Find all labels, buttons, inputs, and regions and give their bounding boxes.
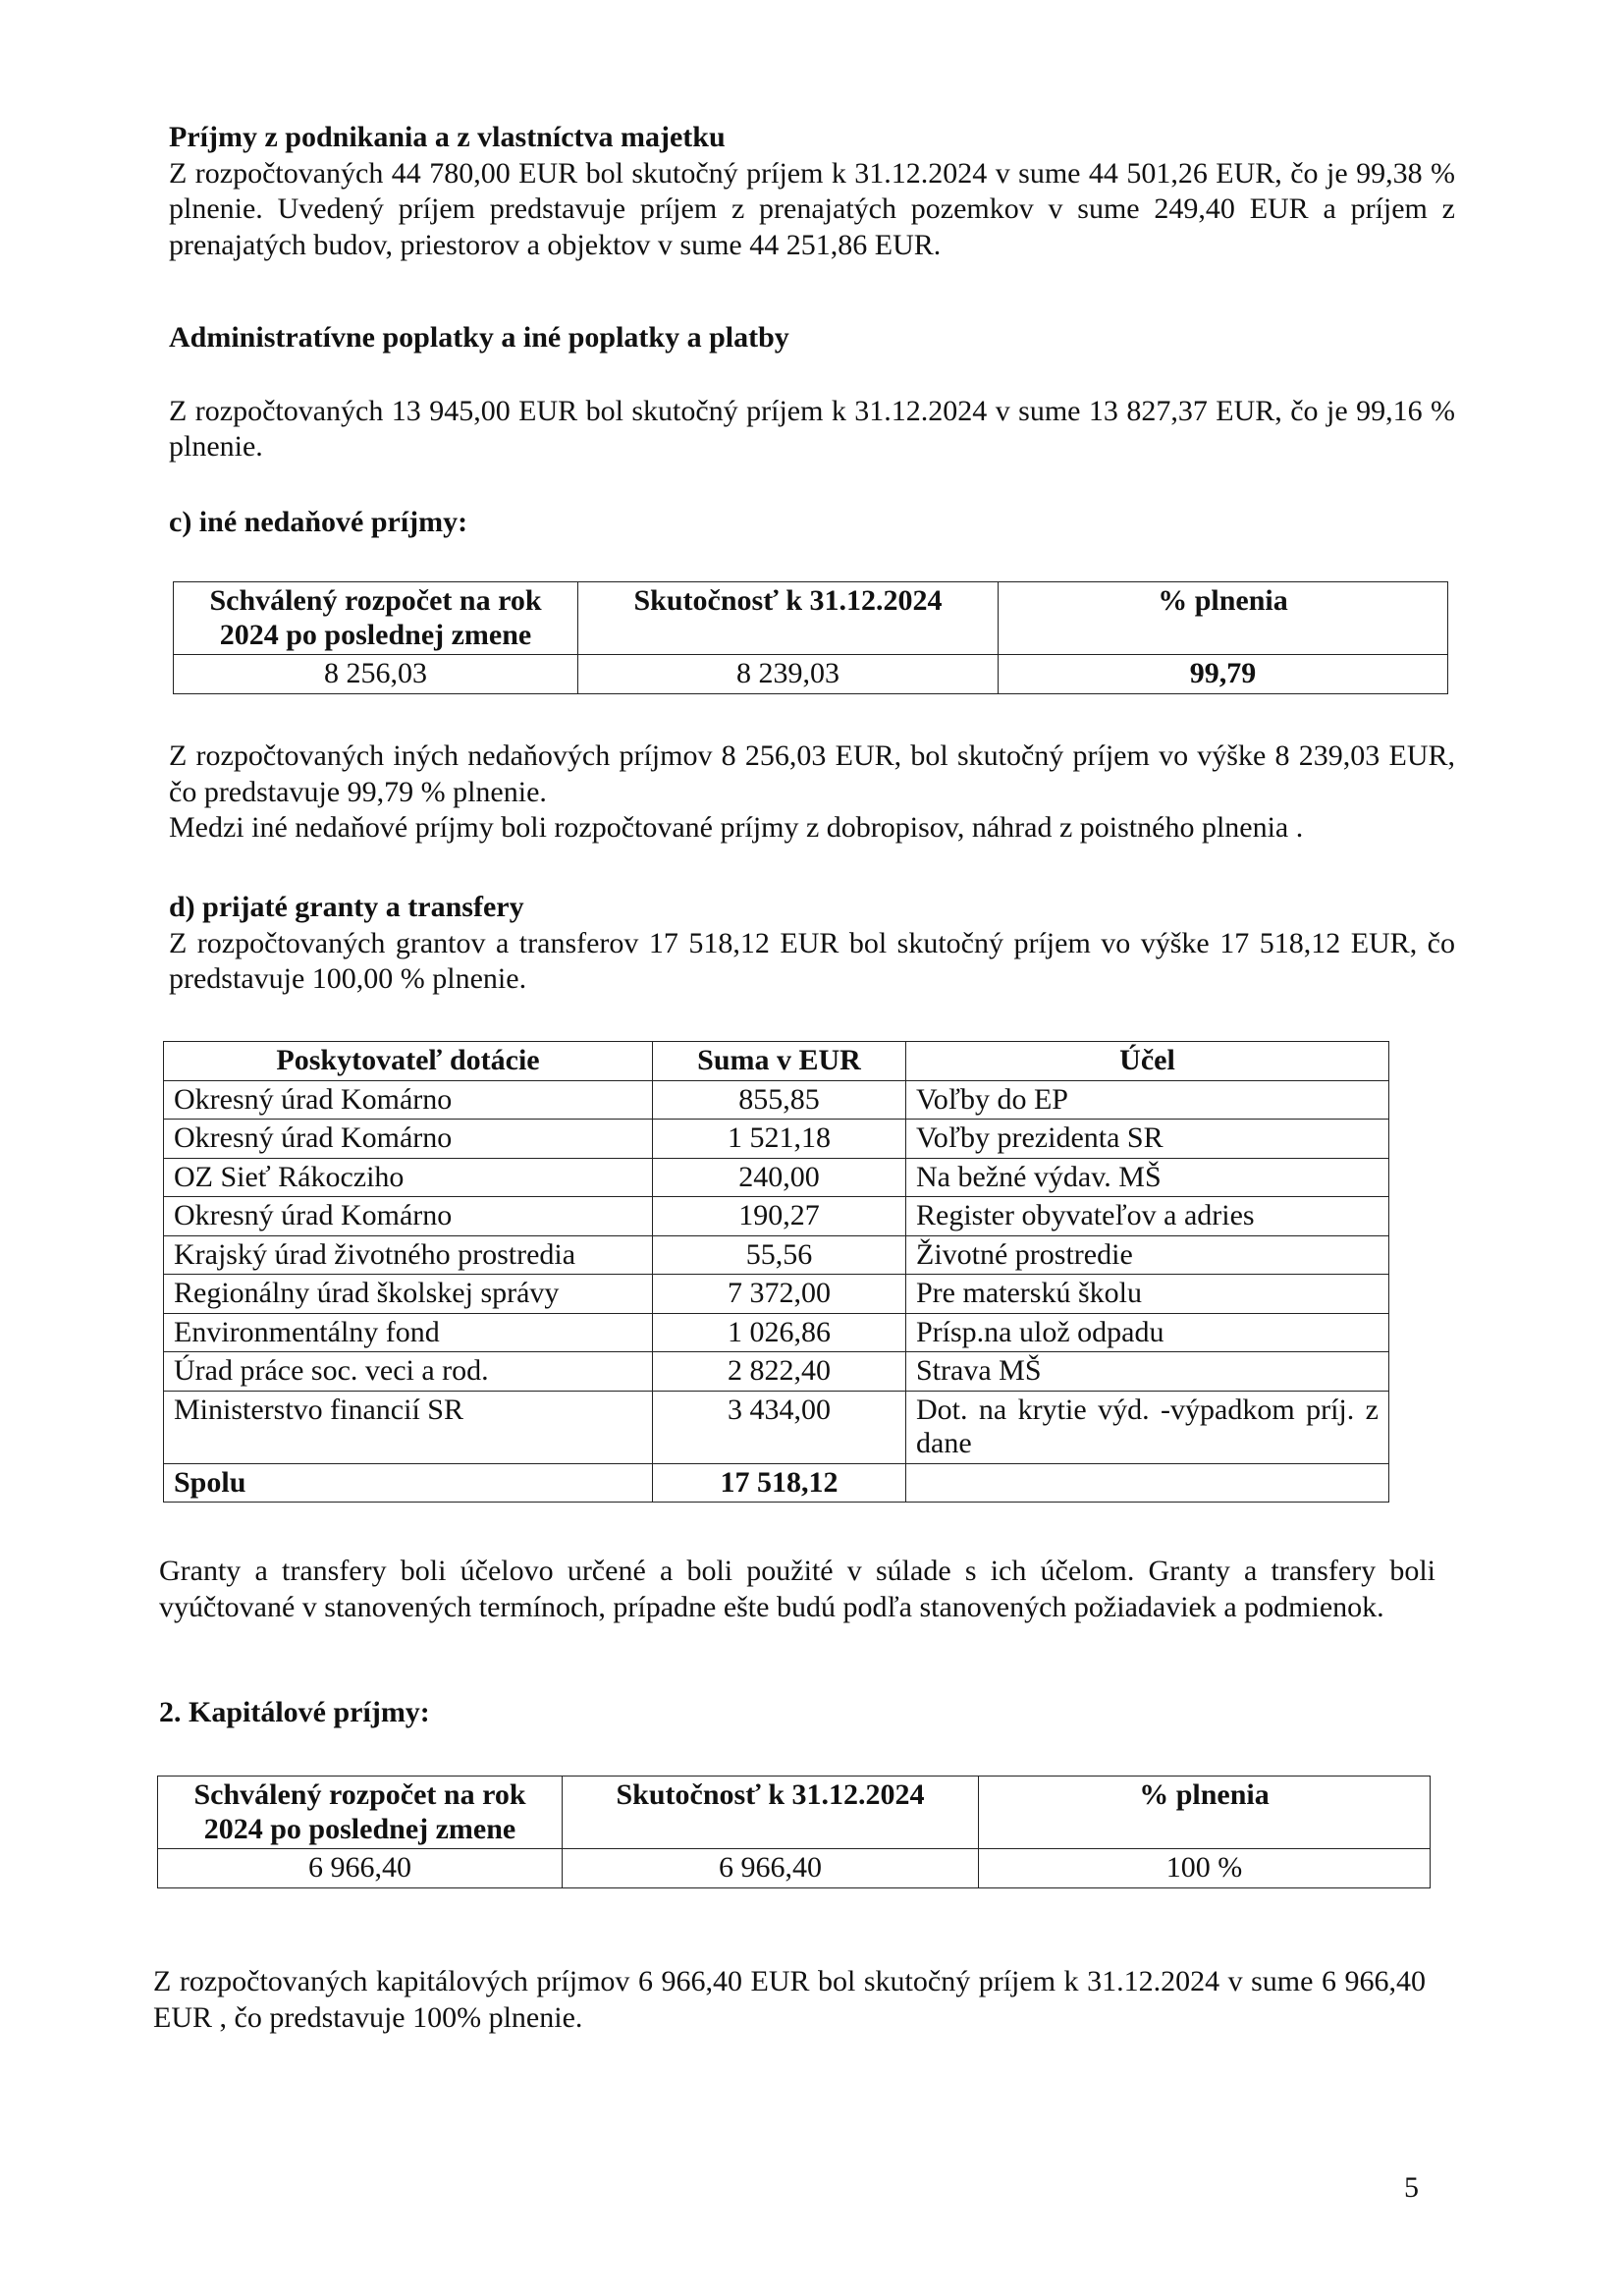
- table-cell: Okresný úrad Komárno: [164, 1197, 653, 1236]
- table-cell: Register obyvateľov a adries: [906, 1197, 1389, 1236]
- paragraph: Z rozpočtovaných iných nedaňových príjmov 8 256,03 EUR, bol skutočný príjem vo výške 8 239,03 EUR, čo predstavuje 99,79 % plnenie.: [169, 739, 1455, 808]
- table-row: [158, 1849, 1431, 1888]
- table-row: [164, 1080, 1389, 1120]
- table-cell: Prísp.na ulož odpadu: [906, 1313, 1389, 1352]
- table-cell: Okresný úrad Komárno: [164, 1080, 653, 1120]
- paragraph: Z rozpočtovaných grantov a transferov 17 518,12 EUR bol skutočný príjem vo výške 17 518,12 EUR, čo predstavuje 100,00 % plnenie.: [169, 926, 1455, 996]
- section-other-text: [169, 738, 1455, 847]
- table-cell: Voľby prezidenta SR: [906, 1120, 1389, 1159]
- other-nontax-table: [173, 581, 1448, 694]
- table-header: Účel: [906, 1042, 1389, 1081]
- grants-table: [163, 1041, 1389, 1503]
- table-cell: 7 372,00: [653, 1275, 906, 1314]
- table-row: [164, 1275, 1389, 1314]
- table-header: Skutočnosť k 31.12.2024: [563, 1777, 979, 1849]
- table-cell: Ministerstvo financií SR: [164, 1391, 653, 1463]
- table-cell: Regionálny úrad školskej správy: [164, 1275, 653, 1314]
- table-cell: 240,00: [653, 1158, 906, 1197]
- table-cell: Pre materskú školu: [906, 1275, 1389, 1314]
- table-row: [164, 1120, 1389, 1159]
- section-grants-note: [159, 1554, 1435, 1625]
- table-header-row: [158, 1777, 1431, 1849]
- section-property-income: [169, 120, 1455, 263]
- table-cell: Spolu: [164, 1463, 653, 1503]
- table-row: [164, 1391, 1389, 1463]
- section-heading: d) prijaté granty a transfery: [169, 891, 524, 923]
- table-total-row: [164, 1463, 1389, 1503]
- table-header-row: [164, 1042, 1389, 1081]
- section-capital: [159, 1695, 1445, 1731]
- table-cell: 1 521,18: [653, 1120, 906, 1159]
- table-cell: Úrad práce soc. veci a rod.: [164, 1352, 653, 1392]
- table-cell: 2 822,40: [653, 1352, 906, 1392]
- capital-table: [157, 1776, 1431, 1888]
- table-cell: OZ Sieť Rákocziho: [164, 1158, 653, 1197]
- table-cell: 3 434,00: [653, 1391, 906, 1463]
- table-cell: Strava MŠ: [906, 1352, 1389, 1392]
- table-header: Suma v EUR: [653, 1042, 906, 1081]
- table-cell: Životné prostredie: [906, 1235, 1389, 1275]
- table-header: % plnenia: [979, 1777, 1431, 1849]
- table-cell: 17 518,12: [653, 1463, 906, 1503]
- table-cell: 8 256,03: [174, 655, 578, 694]
- table-cell: 8 239,03: [578, 655, 999, 694]
- table-cell: 55,56: [653, 1235, 906, 1275]
- table-row: [164, 1235, 1389, 1275]
- section-heading: Administratívne poplatky a iné poplatky a platby: [169, 321, 789, 354]
- table-header: Poskytovateľ dotácie: [164, 1042, 653, 1081]
- table-header-row: [174, 582, 1448, 655]
- paragraph: Z rozpočtovaných 13 945,00 EUR bol skutočný príjem k 31.12.2024 v sume 13 827,37 EUR, čo je 99,16 % plnenie.: [169, 394, 1455, 464]
- table-cell: Krajský úrad životného prostredia: [164, 1235, 653, 1275]
- table-cell: [906, 1463, 1389, 1503]
- table-cell: Okresný úrad Komárno: [164, 1120, 653, 1159]
- table-cell: Environmentálny fond: [164, 1313, 653, 1352]
- section-heading: 2. Kapitálové príjmy:: [159, 1696, 430, 1728]
- table-cell: Voľby do EP: [906, 1080, 1389, 1120]
- paragraph: Z rozpočtovaných kapitálových príjmov 6 966,40 EUR bol skutočný príjem k 31.12.2024 v sume 6 966,40 EUR , čo predstavuje 100% plnenie.: [153, 1965, 1426, 2034]
- table-cell: 6 966,40: [563, 1849, 979, 1888]
- table-row: [164, 1352, 1389, 1392]
- section-other-nontax: [169, 505, 1455, 541]
- table-cell: Na bežné výdav. MŠ: [906, 1158, 1389, 1197]
- section-heading: Príjmy z podnikania a z vlastníctva majetku: [169, 121, 726, 153]
- table-cell: 99,79: [999, 655, 1448, 694]
- table-cell: 1 026,86: [653, 1313, 906, 1352]
- table-header: Schválený rozpočet na rok 2024 po poslednej zmene: [158, 1777, 563, 1849]
- paragraph: Medzi iné nedaňové príjmy boli rozpočtované príjmy z dobropisov, náhrad z poistného plnenia .: [169, 811, 1304, 845]
- page-number: 5: [1404, 2171, 1419, 2204]
- table-cell: 855,85: [653, 1080, 906, 1120]
- table-header: Skutočnosť k 31.12.2024: [578, 582, 999, 655]
- table-cell: 100 %: [979, 1849, 1431, 1888]
- section-grants: [169, 890, 1455, 998]
- table-row: [164, 1158, 1389, 1197]
- table-cell: 190,27: [653, 1197, 906, 1236]
- table-cell: 6 966,40: [158, 1849, 563, 1888]
- table-row: [164, 1313, 1389, 1352]
- table-row: [174, 655, 1448, 694]
- section-heading: c) iné nedaňové príjmy:: [169, 506, 468, 538]
- paragraph: Z rozpočtovaných 44 780,00 EUR bol skutočný príjem k 31.12.2024 v sume 44 501,26 EUR, čo je 99,38 % plnenie. Uvedený príjem predstavuje príjem z prenajatých pozemkov v sume 249,40 EUR a príjem z prenajatých budov, priestorov a objektov v sume 44 251,86 EUR.: [169, 156, 1455, 261]
- paragraph: Granty a transfery boli účelovo určené a boli použité v súlade s ich účelom. Granty a transfery boli vyúčtované v stanovených termínoch, prípadne ešte budú podľa stanovených požiadaviek a podmienok.: [159, 1555, 1435, 1623]
- section-capital-text: [153, 1964, 1426, 2036]
- table-header: Schválený rozpočet na rok 2024 po poslednej zmene: [174, 582, 578, 655]
- table-row: [164, 1197, 1389, 1236]
- table-cell: Dot. na krytie výd. -výpadkom príj. z dane: [906, 1391, 1389, 1463]
- section-admin-fees: [169, 320, 1455, 465]
- table-header: % plnenia: [999, 582, 1448, 655]
